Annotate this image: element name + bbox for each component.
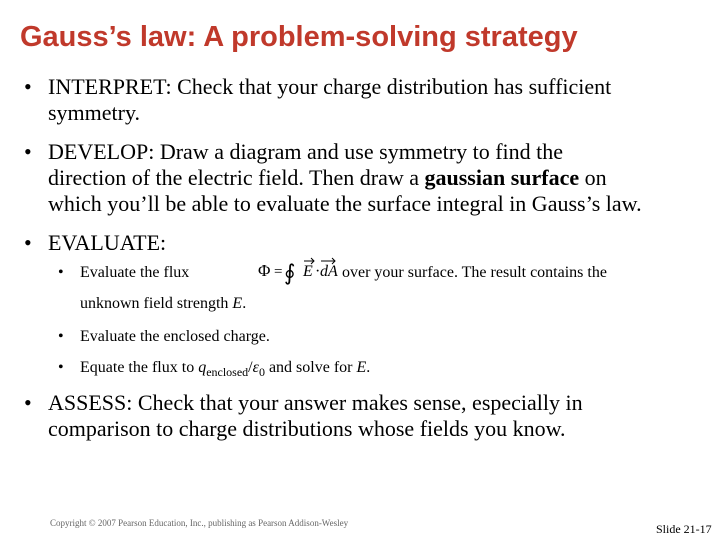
period: . [366, 359, 371, 376]
evaluate-sub-3 [58, 357, 370, 383]
gaussian-surface-term: gaussian surface [424, 165, 580, 190]
sub-bullet-dot: • [58, 328, 64, 345]
solve-text: and solve for [264, 359, 357, 376]
evaluate-label: EVALUATE: [48, 230, 167, 255]
phi-symbol: Φ [258, 261, 271, 280]
evaluate-sub-1-line-2 [80, 293, 246, 315]
evaluate-sub-1-post: over your surface. The result contains the [342, 264, 607, 281]
evaluate-sub-1 [58, 262, 189, 284]
sub-bullet-dot: • [58, 359, 64, 376]
period: . [242, 295, 247, 312]
interpret-line-1: INTERPRET: Check that your charge distribution has sufficient [48, 74, 612, 99]
copyright-notice: Copyright © 2007 Pearson Education, Inc., publishing as Pearson Addison-Wesley [50, 518, 349, 528]
closed-integral-symbol: ∮ [284, 261, 296, 286]
dot-product: · [315, 263, 321, 280]
unknown-field-text: unknown field strength [80, 295, 233, 312]
bullet-dot: • [24, 74, 32, 99]
develop-line-2-text: direction of the electric field. Then draw a [48, 165, 425, 190]
bullet-dot: • [24, 230, 32, 255]
assess-line-1: ASSESS: Check that your answer makes sense, especially in [48, 390, 583, 415]
develop-line-2 [48, 165, 607, 191]
interpret-line-2: symmetry. [48, 100, 141, 125]
field-var: E [232, 295, 243, 312]
slash: / [248, 359, 253, 376]
da-vector: dA [320, 263, 338, 280]
field-var: E [356, 359, 367, 376]
slide-title: Gauss’s law: A problem-solving strategy [20, 21, 578, 53]
q-var: q [198, 359, 207, 376]
develop-line-1: DEVELOP: Draw a diagram and use symmetry to find the [48, 139, 564, 164]
equate-text: Equate the flux to [80, 359, 199, 376]
epsilon-symbol: ε [252, 359, 259, 376]
bullet-dot: • [24, 139, 32, 164]
develop-line-2-end: on [579, 165, 607, 190]
evaluate-flux-text: Evaluate the flux [80, 264, 190, 281]
bullet-dot: • [24, 390, 32, 415]
enclosed-charge-text: Evaluate the enclosed charge. [80, 328, 270, 345]
assess-line-2: comparison to charge distributions whose fields you know. [48, 416, 566, 441]
e-vector: E [303, 263, 313, 280]
epsilon-subscript: 0 [258, 365, 265, 380]
develop-line-3: which you’ll be able to evaluate the surface integral in Gauss’s law. [48, 191, 642, 216]
sub-bullet-dot: • [58, 264, 64, 281]
slide-number: Slide 21-17 [656, 522, 712, 536]
equals-sign: = [274, 264, 283, 280]
flux-integral-formula [256, 252, 338, 292]
evaluate-sub-2 [58, 326, 270, 348]
enclosed-subscript: enclosed [206, 365, 249, 380]
